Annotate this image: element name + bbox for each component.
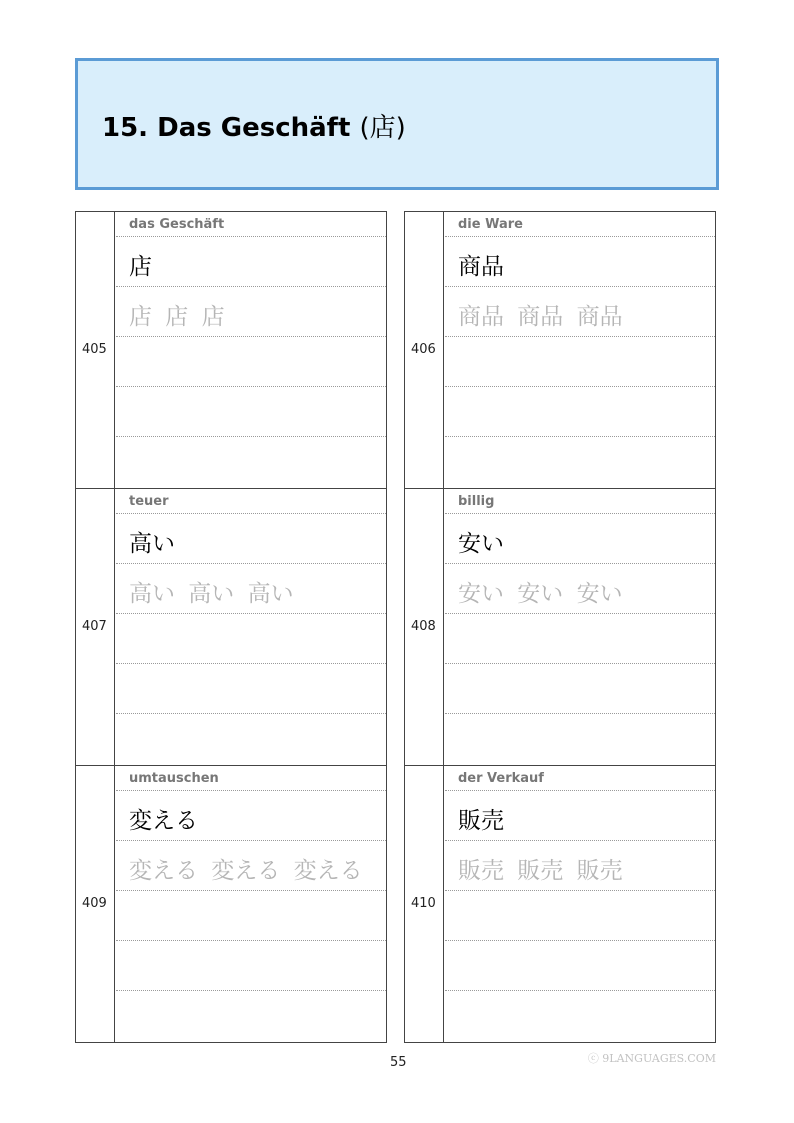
practice-line: [116, 991, 386, 1044]
practice-line: [445, 437, 715, 490]
practice-line: [445, 664, 715, 714]
trace-row: [445, 287, 715, 337]
vocab-card-406: [404, 211, 716, 489]
japanese-word-row: [445, 514, 715, 564]
card-number: 405: [82, 342, 107, 357]
lesson-title-text: 15. Das Geschäft: [102, 113, 351, 143]
german-label: das Geschäft: [129, 217, 225, 232]
lesson-title-paren: (店): [359, 113, 406, 143]
copyright-notice: ⓒ 9LANGUAGES.COM: [587, 1052, 716, 1065]
japanese-word-row: [116, 514, 386, 564]
practice-line: [445, 714, 715, 767]
german-label-row: [116, 489, 386, 514]
japanese-word: 商品: [458, 254, 504, 280]
german-label: billig: [458, 494, 495, 509]
practice-line: [116, 337, 386, 387]
card-number-column: [76, 212, 115, 489]
trace-row: [116, 841, 386, 891]
practice-line: [116, 714, 386, 767]
card-number: 409: [82, 896, 107, 911]
trace-text: 安い 安い 安い: [458, 581, 623, 607]
japanese-word: 販売: [458, 808, 504, 834]
lesson-title-box: [75, 58, 719, 190]
card-number: 406: [411, 342, 436, 357]
card-number-column: [405, 212, 444, 489]
german-label-row: [116, 212, 386, 237]
vocab-card-407: [75, 488, 387, 766]
practice-line: [445, 891, 715, 941]
practice-line: [116, 664, 386, 714]
card-number-column: [405, 766, 444, 1042]
trace-text: 販売 販売 販売: [458, 858, 623, 884]
german-label-row: [445, 489, 715, 514]
practice-line: [445, 941, 715, 991]
card-number-column: [76, 766, 115, 1042]
japanese-word-row: [116, 791, 386, 841]
german-label-row: [445, 766, 715, 791]
german-label: die Ware: [458, 217, 523, 232]
practice-line: [445, 337, 715, 387]
practice-line: [116, 387, 386, 437]
card-number: 408: [411, 619, 436, 634]
japanese-word-row: [116, 237, 386, 287]
japanese-word: 高い: [129, 531, 175, 557]
japanese-word: 店: [129, 254, 152, 280]
trace-row: [445, 564, 715, 614]
vocab-card-409: [75, 765, 387, 1043]
card-number: 410: [411, 896, 436, 911]
card-number: 407: [82, 619, 107, 634]
japanese-word-row: [445, 237, 715, 287]
german-label: umtauschen: [129, 771, 219, 786]
trace-row: [445, 841, 715, 891]
practice-line: [116, 941, 386, 991]
lesson-title: [102, 107, 406, 144]
practice-line: [445, 387, 715, 437]
practice-line: [116, 614, 386, 664]
german-label-row: [116, 766, 386, 791]
japanese-word: 安い: [458, 531, 504, 557]
german-label: teuer: [129, 494, 169, 509]
japanese-word: 変える: [129, 808, 198, 834]
japanese-word-row: [445, 791, 715, 841]
trace-text: 高い 高い 高い: [129, 581, 294, 607]
card-number-column: [76, 489, 115, 766]
vocab-card-410: [404, 765, 716, 1043]
page-number: 55: [390, 1055, 407, 1070]
practice-line: [116, 891, 386, 941]
trace-row: [116, 287, 386, 337]
practice-line: [116, 437, 386, 490]
trace-text: 変える 変える 変える: [129, 858, 363, 884]
card-number-column: [405, 489, 444, 766]
trace-text: 店 店 店: [129, 304, 225, 330]
trace-row: [116, 564, 386, 614]
vocab-card-405: [75, 211, 387, 489]
german-label-row: [445, 212, 715, 237]
vocab-card-408: [404, 488, 716, 766]
trace-text: 商品 商品 商品: [458, 304, 623, 330]
practice-line: [445, 991, 715, 1044]
practice-line: [445, 614, 715, 664]
german-label: der Verkauf: [458, 771, 544, 786]
